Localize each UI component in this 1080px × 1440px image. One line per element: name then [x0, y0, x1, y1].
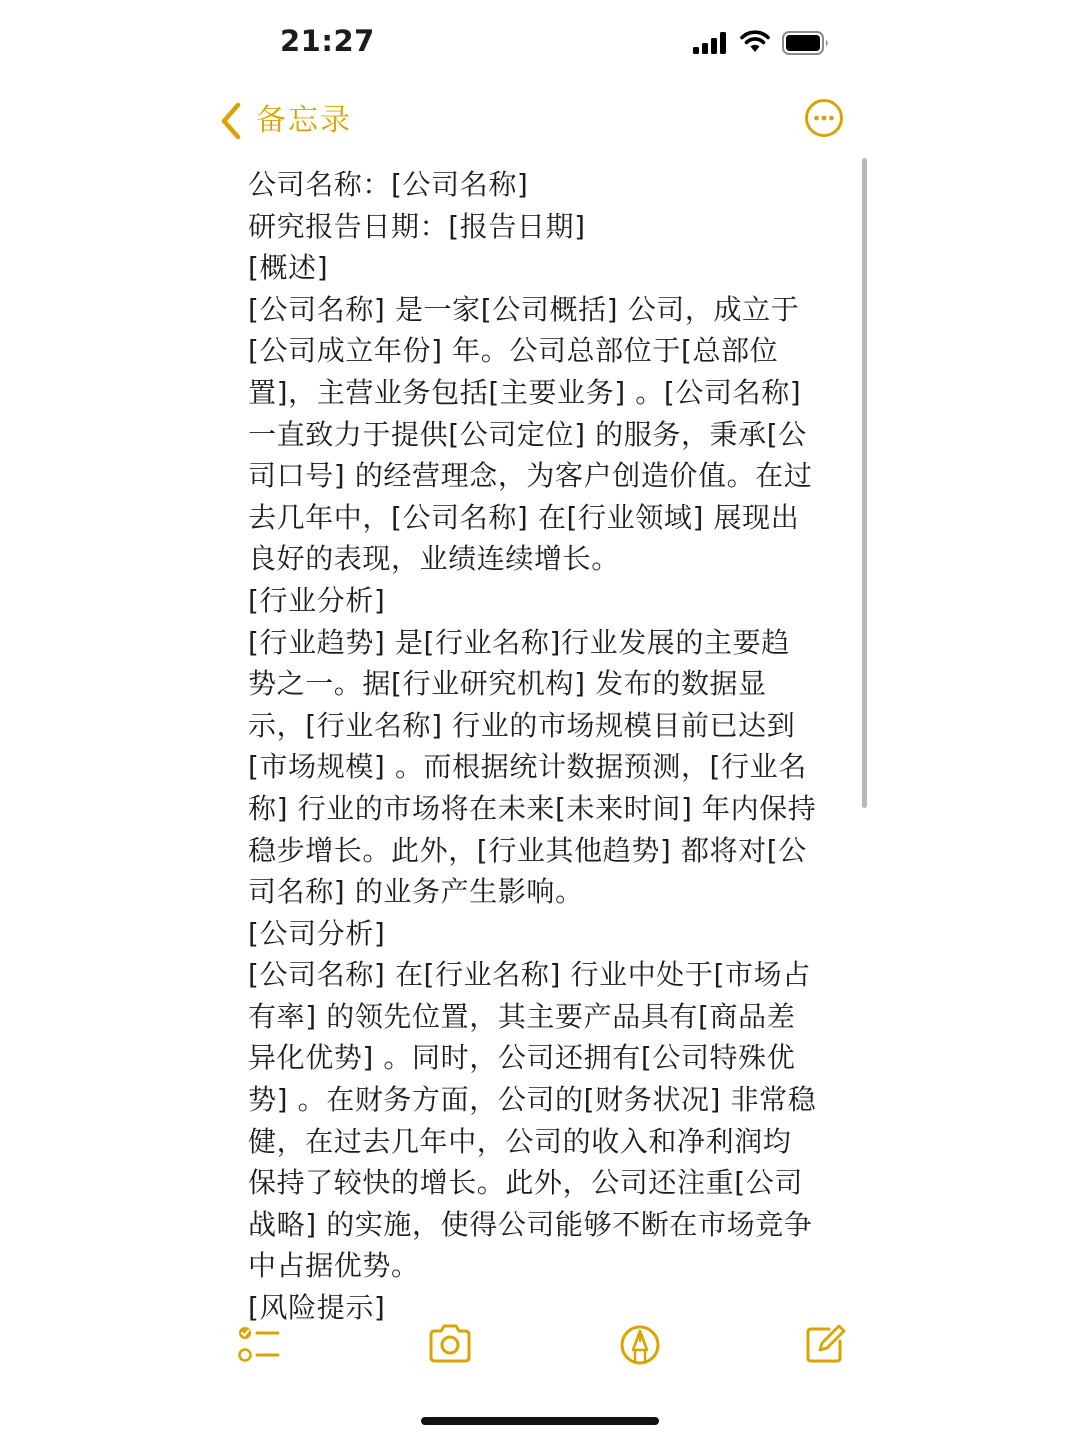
note-line: 司口号] 的经营理念，为客户创造价值。在过 [248, 459, 813, 493]
scrollbar[interactable] [862, 158, 867, 808]
nav-bar [0, 90, 1080, 150]
note-line: [公司成立年份] 年。公司总部位于[总部位 [248, 334, 779, 368]
note-line: 健，在过去几年中，公司的收入和净利润均 [248, 1124, 792, 1158]
note-body[interactable] [248, 164, 838, 1325]
checklist-icon[interactable] [236, 1320, 280, 1368]
note-line: 称] 行业的市场将在未来[未来时间] 年内保持 [248, 791, 817, 825]
note-line: 良好的表现，业绩连续增长。 [248, 542, 620, 576]
markup-pen-icon[interactable] [618, 1320, 662, 1368]
note-line: [市场规模] 。而根据统计数据预测，[行业名 [248, 750, 807, 784]
note-line: [公司名称] 在[行业名称] 行业中处于[市场占 [248, 958, 811, 992]
note-line: 去几年中，[公司名称] 在[行业领域] 展现出 [248, 500, 800, 534]
status-bar [0, 0, 1080, 90]
camera-icon[interactable] [427, 1320, 473, 1368]
note-line: [行业趋势] 是[行业名称]行业发展的主要趋 [248, 625, 790, 659]
note-line: 示，[行业名称] 行业的市场规模目前已达到 [248, 708, 796, 742]
note-line: [风险提示] [248, 1291, 386, 1325]
note-line: 公司名称：[公司名称] [248, 168, 529, 201]
note-line: 异化优势] 。同时，公司还拥有[公司特殊优 [248, 1041, 796, 1075]
home-indicator[interactable] [421, 1417, 659, 1425]
note-line: 中占据优势。 [248, 1249, 420, 1283]
wifi-icon [740, 29, 770, 53]
note-line: 势] 。在财务方面，公司的[财务状况] 非常稳 [248, 1083, 817, 1117]
note-line: 一直致力于提供[公司定位] 的服务，秉承[公 [248, 417, 807, 451]
bottom-toolbar [0, 1320, 1080, 1376]
note-line: [行业分析] [248, 583, 386, 617]
ellipsis-circle-icon[interactable] [804, 98, 844, 138]
note-line: 司名称] 的业务产生影响。 [248, 875, 584, 909]
back-button[interactable] [218, 98, 352, 144]
note-line: 保持了较快的增长。此外，公司还注重[公司 [248, 1166, 803, 1200]
note-line: 有率] 的领先位置，其主要产品具有[商品差 [248, 999, 796, 1033]
note-line: [公司分析] [248, 916, 386, 950]
note-line: 置]，主营业务包括[主要业务] 。[公司名称] [248, 375, 802, 409]
note-line: 稳步增长。此外，[行业其他趋势] 都将对[公 [248, 833, 807, 867]
compose-icon[interactable] [803, 1320, 847, 1368]
status-time: 21:27 [280, 24, 375, 58]
chevron-left-icon [218, 101, 244, 141]
battery-icon [782, 31, 830, 55]
cellular-signal-icon [693, 32, 729, 54]
note-line: [概述] [248, 251, 329, 285]
note-line: 势之一。据[行业研究机构] 发布的数据显 [248, 667, 767, 701]
note-line: 战略] 的实施，使得公司能够不断在市场竞争 [248, 1207, 813, 1241]
note-line: [公司名称] 是一家[公司概括] 公司，成立于 [248, 292, 800, 326]
note-line: 研究报告日期：[报告日期] [248, 209, 586, 243]
back-label: 备忘录 [256, 103, 352, 138]
